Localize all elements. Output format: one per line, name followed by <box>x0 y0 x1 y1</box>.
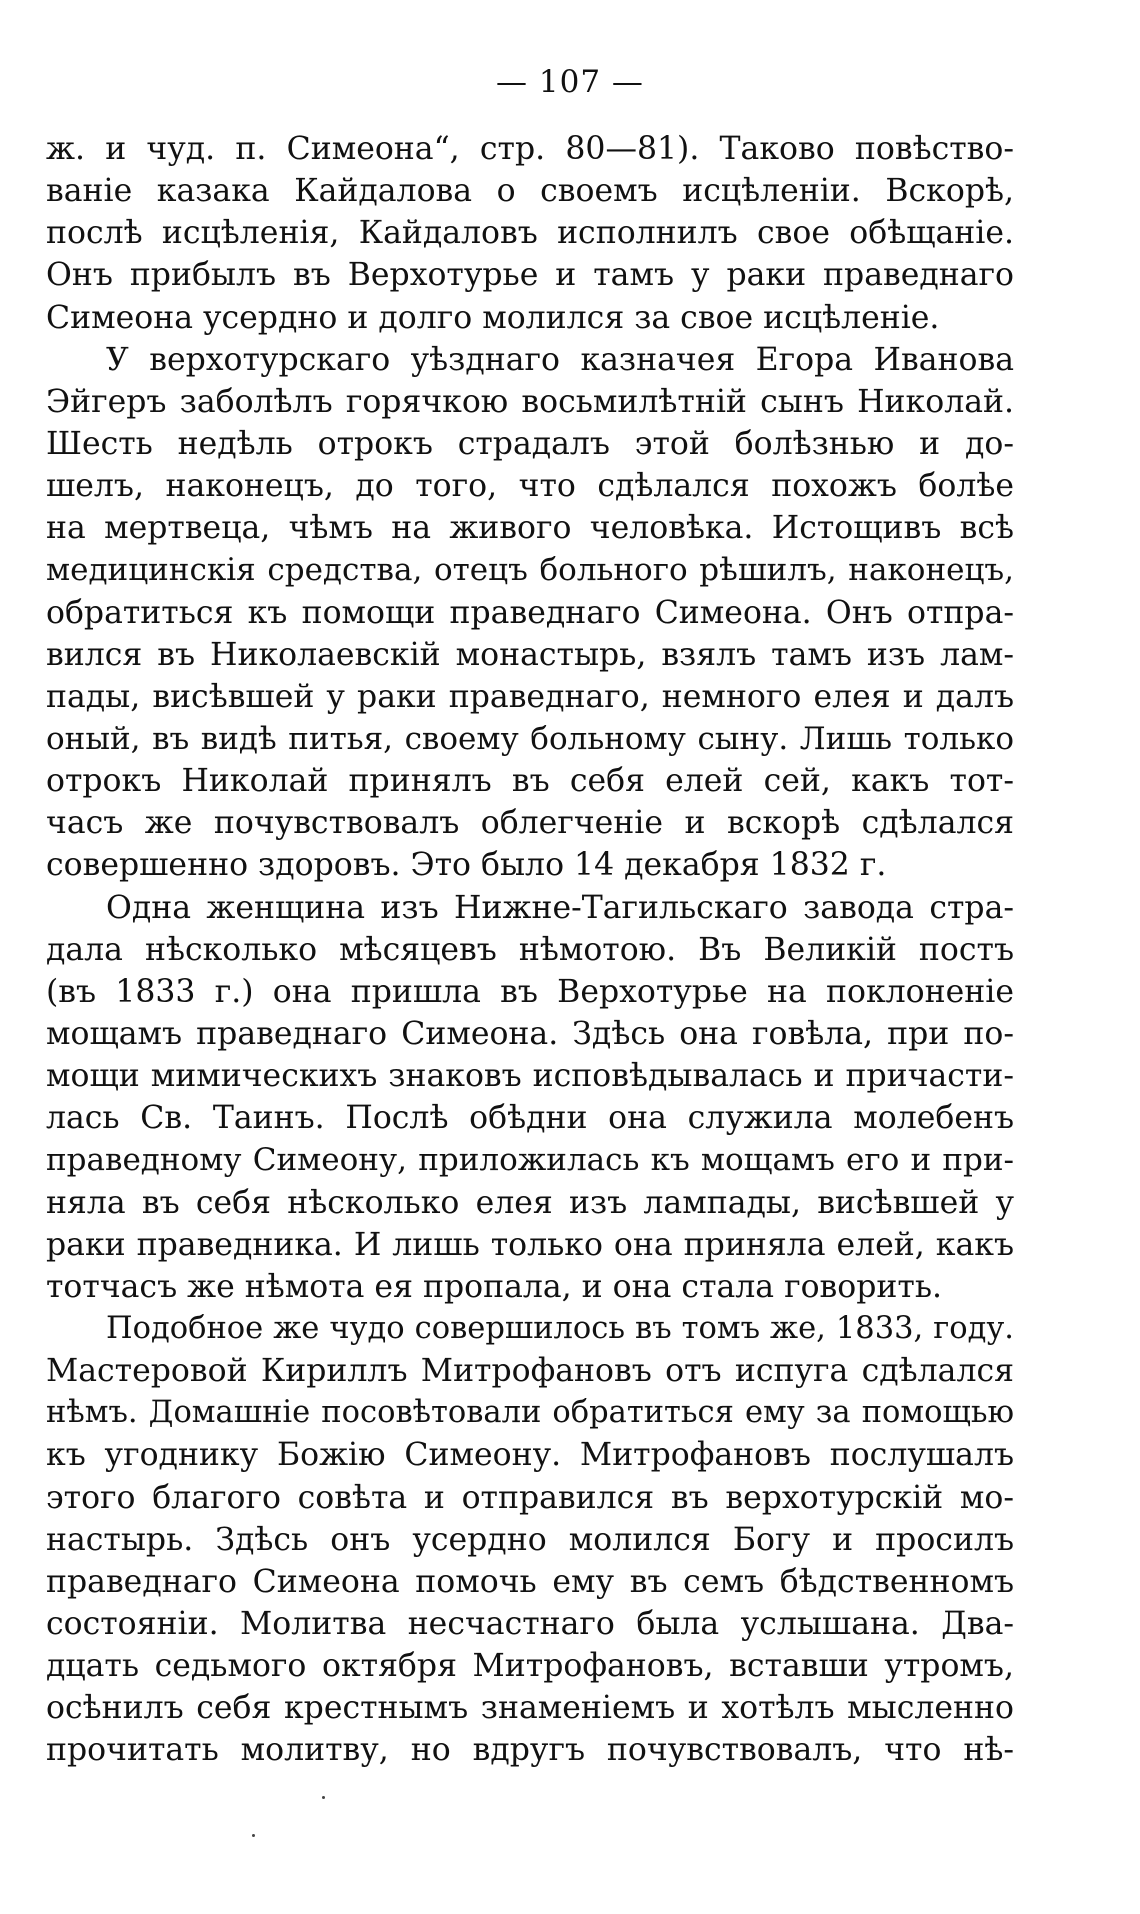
paragraph-4 <box>46 1308 1014 1772</box>
text-line: часъ же почувствовалъ облегченіе и вскорѣ сдѣлался <box>46 805 1014 842</box>
text-line: ваніе казака Кайдалова о своемъ исцѣленіи. Вскорѣ, <box>46 173 1014 210</box>
text-line: Онъ прибылъ въ Верхотурье и тамъ у раки праведнаго <box>46 257 1014 294</box>
scan-speck <box>322 1796 325 1799</box>
text-line: праведнаго Симеона помочь ему въ семъ бѣдственномъ <box>46 1563 1014 1600</box>
scan-speck <box>252 1834 255 1837</box>
text-line: осѣнилъ себя крестнымъ знаменіемъ и хотѣлъ мысленно <box>46 1690 1014 1727</box>
text-line: раки праведника. И лишь только она приняла елей, какъ <box>46 1226 1014 1263</box>
paragraph-1 <box>46 128 1014 339</box>
text-line: совершенно здоровъ. Это было 14 декабря 1832 г. <box>46 847 887 884</box>
text-line: (въ 1833 г.) она пришла въ Верхотурье на поклоненіе <box>46 973 1014 1010</box>
text-line: этого благого совѣта и отправился въ верхотурскій мо- <box>46 1479 1014 1516</box>
text-line: няла въ себя нѣсколько елея изъ лампады, висѣвшей у <box>46 1184 1014 1221</box>
text-line: мощамъ праведнаго Симеона. Здѣсь она говѣла, при по- <box>46 1015 1014 1052</box>
text-line: Эйгеръ заболѣлъ горячкою восьмилѣтній сынъ Николай. <box>46 383 1014 420</box>
paragraph-2 <box>46 339 1014 887</box>
text-line: къ угоднику Божію Симеону. Митрофановъ послушалъ <box>46 1437 1014 1474</box>
text-line: прочитать молитву, но вдругъ почувствовалъ, что нѣ- <box>46 1732 1014 1769</box>
text-line: дцать седьмого октября Митрофановъ, вставши утромъ, <box>46 1648 1014 1685</box>
text-line: медицинскія средства, отецъ больного рѣшилъ, наконецъ, <box>46 552 1014 589</box>
text-line: мощи мимическихъ знаковъ исповѣдывалась и причасти- <box>46 1058 1014 1095</box>
text-line: праведному Симеону, приложилась къ мощамъ его и при- <box>46 1142 1014 1179</box>
text-line: пады, висѣвшей у раки праведнаго, немного елея и далъ <box>46 678 1014 715</box>
text-line: нѣмъ. Домашніе посовѣтовали обратиться ему за помощью <box>46 1395 1014 1431</box>
text-line: лась Св. Таинъ. Послѣ обѣдни она служила молебенъ <box>46 1100 1014 1137</box>
text-line: ж. и чуд. п. Симеона“, стр. 80—81). Таково повѣство- <box>46 131 1014 167</box>
text-line: состояніи. Молитва несчастнаго была услышана. Два- <box>46 1605 1014 1642</box>
text-line: дала нѣсколько мѣсяцевъ нѣмотою. Въ Великій постъ <box>46 931 1014 968</box>
text-line: Подобное же чудо совершилось въ томъ же, 1833, году. <box>106 1310 1014 1346</box>
body-text <box>46 128 1014 1771</box>
text-line: шелъ, наконецъ, до того, что сдѣлался похожъ болѣе <box>46 468 1014 505</box>
text-line: тотчасъ же нѣмота ея пропала, и она стала говорить. <box>46 1268 942 1305</box>
text-line: Шесть недѣль отрокъ страдалъ этой болѣзнью и до- <box>46 425 1014 462</box>
text-line: на мертвеца, чѣмъ на живого человѣка. Истощивъ всѣ <box>46 510 1014 547</box>
text-line: отрокъ Николай принялъ въ себя елей сей, какъ тот- <box>46 763 1014 800</box>
text-line: Одна женщина изъ Нижне-Тагильскаго завода стра- <box>106 889 1014 926</box>
text-line: Мастеровой Кириллъ Митрофановъ отъ испуга сдѣлался <box>46 1353 1014 1390</box>
text-line: Симеона усердно и долго молился за свое исцѣленіе. <box>46 299 940 336</box>
paragraph-3 <box>46 887 1014 1308</box>
page-number: — 107 — <box>496 64 644 100</box>
text-line: вился въ Николаевскій монастырь, взялъ тамъ изъ лам- <box>46 636 1014 673</box>
text-line: оный, въ видѣ питья, своему больному сыну. Лишь только <box>46 720 1014 757</box>
text-line: У верхотурскаго уѣзднаго казначея Егора Иванова <box>106 341 1014 378</box>
text-line: обратиться къ помощи праведнаго Симеона. Онъ отпра- <box>46 594 1014 631</box>
text-line: послѣ исцѣленія, Кайдаловъ исполнилъ свое обѣщаніе. <box>46 215 1014 252</box>
text-line: настырь. Здѣсь онъ усердно молился Богу и просилъ <box>46 1521 1014 1558</box>
